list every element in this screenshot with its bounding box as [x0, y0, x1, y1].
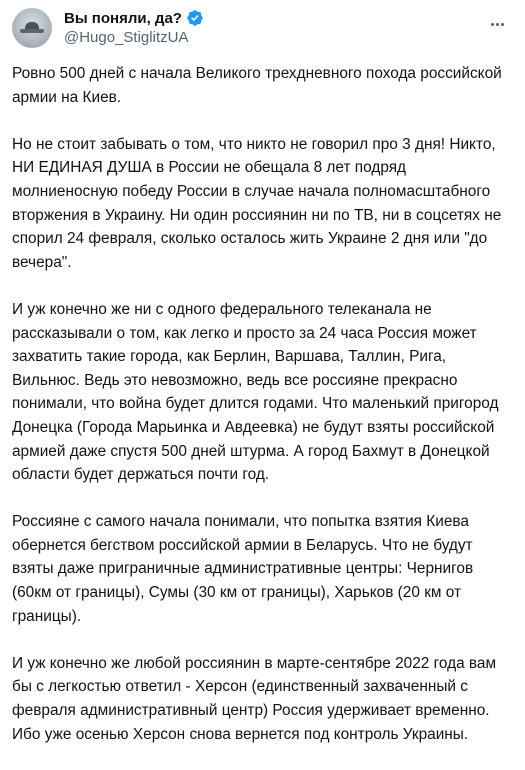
more-options-icon[interactable] [487, 14, 507, 34]
tweet-paragraph: И уж конечно же ни с одного федерального телеканала не рассказывали о том, как легко и просто за 24 часа Россия может захватить такие города, как Берлин, Варшава, Таллин, Рига, Вильнюс. Ведь это невозможно, ведь все россияне прекрасно понимали, что война будет длится годами. Что маленький пригород Донецка (Города Марьинка и Авдеевка) не будут взяты российской армией даже спустя 500 дней штурма. А город Бахмут в Донецкой области будет держаться почти год. [12, 300, 499, 484]
avatar[interactable] [12, 8, 52, 48]
avatar-figure-base [20, 29, 44, 33]
display-name-row [64, 8, 204, 28]
display-name[interactable]: Вы поняли, да? [64, 9, 182, 27]
tweet-paragraph: И уж конечно же любой россиянин в марте-сентябре 2022 года вам бы с легкостью ответил - Херсон (единственный захваченный с февраля административный центр) Россия удерживает временно. Ибо уже осенью Херсон снова вернется под контроль Украины. [12, 654, 497, 743]
tweet-text [12, 62, 512, 770]
dot [491, 23, 494, 26]
dot [496, 23, 499, 26]
tweet-paragraph: Россияне с самого начала понимали, что попытка взятия Киева обернется бегством российской армии в Беларусь. Что не будут взяты даже приграничные административные центры: Чернигов (60км от границы), Сумы (30 км от границы), Харьков (20 км от границы). [12, 513, 474, 625]
author-names [64, 8, 204, 48]
tweet-header [12, 8, 204, 48]
tweet-paragraph: Ровно 500 дней с начала Великого трехдневного похода российской армии на Киев. [12, 65, 502, 106]
author-handle[interactable]: @Hugo_StiglitzUA [64, 29, 189, 46]
tweet-paragraph: Но не стоит забывать о том, что никто не говорил про 3 дня! Никто, НИ ЕДИНАЯ ДУША в России не обещала 8 лет подряд молниеносную победу России в случае начала полномасштабного вторжения в Украину. Ни один россиянин ни по ТВ, ни в соцсетях не спорил 24 февраля, сколько осталось жить Украине 2 дня или "до вечера". [12, 135, 502, 271]
verified-badge-icon [186, 9, 204, 27]
dot [501, 23, 504, 26]
